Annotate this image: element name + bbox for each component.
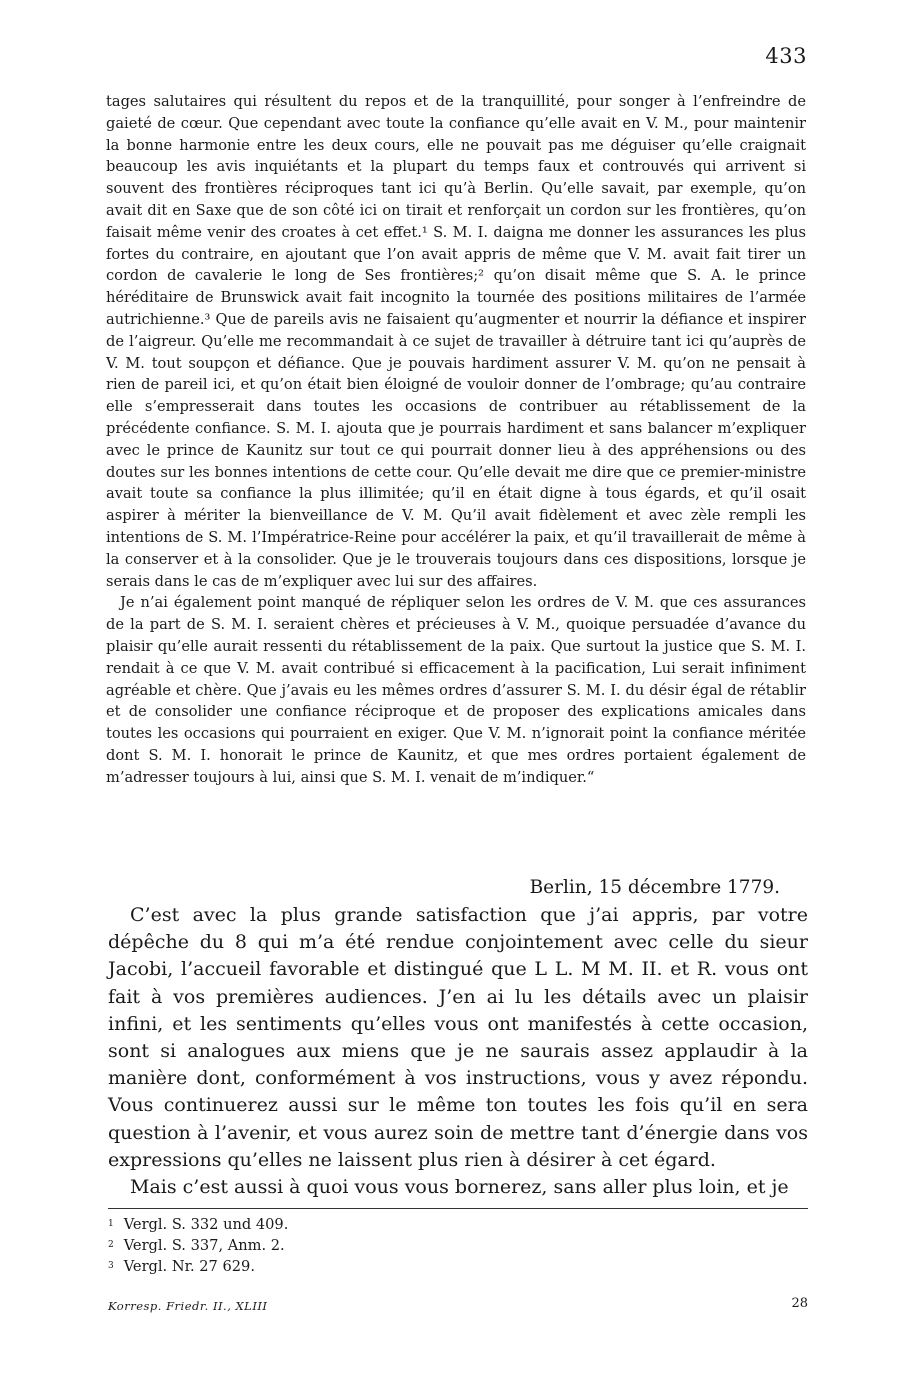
quoted-report: [106, 91, 806, 789]
large-paragraph-2: Mais c’est aussi à quoi vous vous bornerez, sans aller plus loin, et je: [130, 1176, 789, 1199]
small-paragraph-1: tages salutaires qui résultent du repos et de la tranquillité, pour songer à l’enfreindre de gaieté de cœur. Que cependant avec toute la confiance qu’elle avait en V. M., pour maintenir la bonne harmonie entre les deux cours, elle ne pouvait pas me déguiser qu’elle craignait beaucoup les avis inquiétants et la plupart du temps faux et controuvés qui arrivent si souvent des frontières réciproques tant ici qu’à Berlin. Qu’elle savait, par exemple, qu’on avait dit en Saxe que de son côté ici on tirait et renforçait un cordon sur les frontières, qu’on faisait même venir des croates à cet effet.¹ S. M. I. daigna me donner les assurances les plus fortes du contraire, en ajoutant que l’on avait appris de même que V. M. avait fait tirer un cordon de cavalerie le long de Ses frontières;² qu’on disait même que S. A. le prince héréditaire de Brunswick avait fait incognito la tournée des positions militaires de l’armée autrichienne.³ Que de pareils avis ne faisaient qu’augmenter et nourrir la défiance et inspirer de l’aigreur. Qu’elle me recommandait à ce sujet de travailler à détruire tant ici qu’auprès de V. M. tout soupçon et défiance. Que je pouvais hardiment assurer V. M. qu’on ne pensait à rien de pareil ici, et qu’on était bien éloigné de vouloir donner de l’ombrage; qu’au contraire elle s’empresserait dans toutes les occasions de contribuer au rétablissement de la précédente confiance. S. M. I. ajouta que je pourrais hardiment et sans balancer m’expliquer avec le prince de Kaunitz sur tout ce qui pourrait donner lieu à des appréhensions ou des doutes sur les bonnes intentions de cette cour. Qu’elle devait me dire que ce premier-ministre avait toute sa confiance la plus illimitée; qu’il en était digne à tous égards, et qu’il osait aspirer à mériter la bienveillance de V. M. Qu’il avait fidèlement et avec zèle rempli les intentions de S. M. l’Impératrice-Reine pour accélérer la paix, et qu’il travaillerait de même à la conserver et à la consolider. Que je le trouverais toujours dans ces dispositions, lorsque je serais dans le cas de m’expliquer avec lui sur des affaires.: [106, 93, 806, 590]
footnote-text: Vergl. Nr. 27 629.: [123, 1258, 255, 1275]
footnote-text: Vergl. S. 332 und 409.: [123, 1216, 289, 1233]
footnotes: [108, 1214, 808, 1277]
small-paragraph-2: Je n’ai également point manqué de répliquer selon les ordres de V. M. que ces assurances de la part de S. M. I. seraient chères et précieuses à V. M., quoique persuadée d’avance du plaisir qu’elle aurait ressenti du rétablissement de la paix. Que surtout la justice que S. M. I. rendait à ce que V. M. avait contribué si efficacement à la pacification, Lui serait infiniment agréable et chère. Que j’avais eu les mêmes ordres d’assurer S. M. I. du désir égal de rétablir et de consolider une confiance réciproque et de proposer des explications amicales dans toutes les occasions qui pourraient en exiger. Que V. M. n’ignorait point la confiance méritée dont S. M. I. honorait le prince de Kaunitz, et que mes ordres portaient également de m’adresser toujours à lui, ainsi que S. M. I. venait de m’indiquer.“: [106, 594, 806, 786]
footnote-mark: 3: [108, 1261, 114, 1271]
footnote-2: [108, 1235, 808, 1256]
footnote-text: Vergl. S. 337, Anm. 2.: [123, 1237, 285, 1254]
signature-mark: Korresp. Friedr. II., XLIII: [108, 1299, 268, 1313]
footnote-3: [108, 1256, 808, 1277]
footnote-divider: [108, 1208, 808, 1209]
footnote-mark: 1: [108, 1219, 114, 1229]
footnote-mark: 2: [108, 1240, 114, 1250]
letter-body: [108, 902, 808, 1201]
signature-number: 28: [791, 1296, 808, 1311]
dateline: Berlin, 15 décembre 1779.: [529, 877, 780, 898]
footnote-1: [108, 1214, 808, 1235]
large-paragraph-1: C’est avec la plus grande satisfaction que j’ai appris, par votre dépêche du 8 qui m’a été rendue conjointement avec celle du sieur Jacobi, l’accueil favorable et distingué que L L. M M. II. et R. vous ont fait à vos premières audiences. J’en ai lu les détails avec un plaisir infini, et les sentiments qu’elles vous ont manifestés à cette occasion, sont si analogues aux miens que je ne saurais assez applaudir à la manière dont, conformément à vos instructions, vous y avez répondu. Vous continuerez aussi sur le même ton toutes les fois qu’il en sera question à l’avenir, et vous aurez soin de mettre tant d’énergie dans vos expressions qu’elles ne laissent plus rien à désirer à cet égard.: [108, 904, 808, 1171]
page-number: 433: [765, 44, 807, 68]
